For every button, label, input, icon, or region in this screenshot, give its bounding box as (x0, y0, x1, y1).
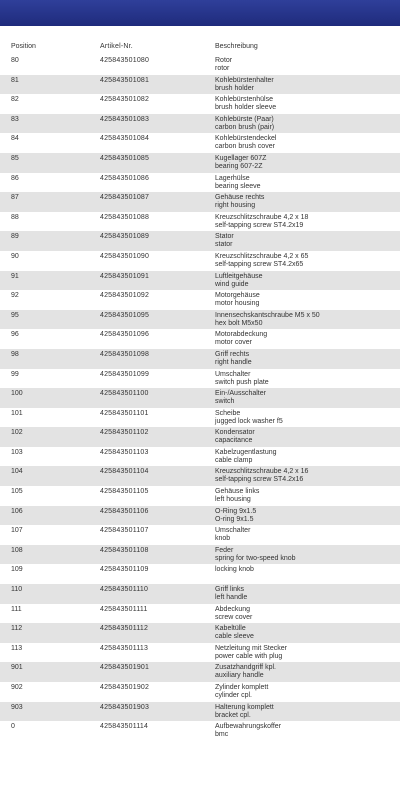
description-cell (215, 153, 400, 171)
description-german: Rotor (215, 57, 233, 64)
description-german: Griff rechts (215, 350, 250, 358)
position-cell: 85 (11, 154, 19, 162)
description-german: Umschalter (215, 370, 251, 378)
table-row (0, 623, 400, 643)
description-english: screw cover (215, 613, 253, 621)
description-english: left handle (215, 594, 248, 602)
description-cell (215, 682, 400, 700)
description-english: cable sleeve (215, 633, 254, 641)
parts-table (0, 38, 400, 741)
description-german: Kohlebürstendeckel (215, 135, 277, 143)
position-cell: 91 (11, 272, 19, 280)
position-cell: 902 (11, 684, 23, 691)
description-english: motor cover (215, 339, 252, 347)
description-cell (215, 486, 400, 504)
description-cell (215, 114, 400, 132)
article-number-cell: 425843501099 (100, 370, 150, 378)
description-german: Lagerhülse (215, 174, 250, 182)
position-cell: 111 (11, 605, 22, 613)
table-row (0, 75, 400, 95)
description-cell (215, 662, 400, 680)
description-german: Kugellager 607Z (215, 154, 267, 162)
description-english: O-ring 9x1.5 (215, 515, 254, 523)
article-number-cell: 425843501109 (100, 566, 149, 574)
article-number-cell: 425843501108 (100, 546, 149, 554)
article-number-cell: 425843501106 (100, 507, 149, 515)
description-german: Aufbewahrungskoffer (215, 723, 282, 731)
description-english: right handle (215, 358, 252, 366)
description-cell (215, 447, 400, 465)
description-english: power cable with plug (215, 652, 283, 660)
description-cell (215, 506, 400, 524)
article-number-cell: 425843501080 (100, 57, 150, 64)
table-row (0, 133, 400, 153)
description-german: Kabelzugentlastung (215, 448, 277, 456)
description-cell (215, 388, 400, 406)
description-german: Kreuzschlitzschraube 4,2 x 65 (215, 252, 309, 260)
article-number-cell: 425843501903 (100, 703, 150, 711)
description-german: Abdeckung (215, 605, 251, 613)
description-cell (215, 329, 400, 347)
description-german: O-Ring 9x1.5 (215, 507, 257, 515)
description-german: Luftleitgehäuse (215, 272, 263, 280)
description-english: stator (215, 241, 233, 249)
position-cell: 88 (11, 213, 19, 221)
table-row (0, 212, 400, 232)
description-english: carbon brush cover (215, 143, 275, 151)
article-number-cell: 425843501102 (100, 429, 149, 437)
description-cell (215, 290, 400, 308)
description-german: Kohlebürstenhülse (215, 96, 273, 104)
table-row (0, 466, 400, 486)
position-cell: 903 (11, 703, 23, 711)
header-band (0, 0, 400, 26)
article-number-cell: 425843501107 (100, 527, 149, 535)
description-english: spring for two-speed knob (215, 554, 296, 562)
article-number-cell: 425843501114 (100, 723, 149, 731)
description-english: wind guide (215, 280, 249, 288)
description-english: bearing 607-2Z (215, 162, 263, 170)
position-cell: 90 (11, 252, 19, 260)
description-german: Netzleitung mit Stecker (215, 644, 287, 652)
article-number-cell: 425843501902 (100, 684, 150, 691)
description-german: Feder (215, 546, 234, 554)
description-cell (215, 408, 400, 426)
description-german: Kohlebürstenhalter (215, 76, 274, 84)
description-english: switch (215, 398, 235, 406)
article-number-cell: 425843501113 (100, 644, 149, 652)
position-cell: 105 (11, 488, 23, 496)
article-number-cell: 425843501088 (100, 213, 150, 221)
table-row (0, 329, 400, 349)
description-english: jugged lock washer f5 (215, 417, 283, 425)
description-cell (215, 212, 400, 230)
description-cell (215, 466, 400, 484)
article-number-cell: 425843501083 (100, 115, 150, 123)
description-german: Ein-/Ausschalter (215, 390, 266, 398)
position-cell: 89 (11, 233, 19, 241)
description-cell (215, 349, 400, 367)
article-number-cell: 425843501104 (100, 468, 149, 476)
table-row (0, 545, 400, 565)
description-english: motor housing (215, 300, 260, 308)
table-row (0, 349, 400, 369)
table-row (0, 408, 400, 428)
position-cell: 901 (11, 664, 23, 672)
position-cell: 98 (11, 350, 19, 358)
description-english: hex bolt M5x50 (215, 319, 263, 327)
description-german: Kohlebürste (Paar) (215, 115, 274, 123)
description-german: Gehäuse links (215, 488, 260, 496)
description-german: Halterung komplett (215, 703, 274, 711)
position-cell: 104 (11, 468, 23, 476)
position-cell: 96 (11, 331, 19, 339)
description-english: rotor (215, 65, 230, 72)
description-cell (215, 310, 400, 328)
description-cell (215, 94, 400, 112)
description-cell (215, 369, 400, 387)
position-cell: 82 (11, 96, 19, 104)
description-english: knob (215, 535, 231, 543)
description-cell (215, 427, 400, 445)
description-german: Zylinder komplett (215, 684, 269, 691)
table-row (0, 388, 400, 408)
table-row (0, 271, 400, 291)
description-cell (215, 564, 400, 574)
description-english: cable clamp (215, 456, 253, 464)
table-row (0, 153, 400, 173)
description-german: Innensechskantschraube M5 x 50 (215, 311, 320, 319)
position-cell: 100 (11, 390, 23, 398)
table-row (0, 682, 400, 702)
position-cell: 0 (11, 723, 15, 731)
table-row (0, 447, 400, 467)
position-cell: 83 (11, 115, 19, 123)
description-german: Kabeltülle (215, 625, 246, 633)
article-number-cell: 425843501085 (100, 154, 150, 162)
description-cell (215, 525, 400, 543)
article-number-cell: 425843501100 (100, 390, 149, 398)
description-german: Scheibe (215, 409, 241, 417)
table-row (0, 721, 400, 741)
position-cell: 101 (11, 409, 23, 417)
table-row (0, 310, 400, 330)
table-row (0, 192, 400, 212)
description-german: Kreuzschlitzschraube 4,2 x 16 (215, 468, 309, 476)
position-cell: 102 (11, 429, 23, 437)
position-cell: 92 (11, 292, 19, 300)
table-row (0, 662, 400, 682)
description-cell (215, 584, 400, 602)
description-cell (215, 604, 400, 622)
description-german: Stator (215, 233, 234, 241)
description-english: capacitance (215, 437, 253, 445)
table-row (0, 114, 400, 134)
article-number-cell: 425843501090 (100, 252, 150, 260)
description-german: Kondensator (215, 429, 255, 437)
article-number-cell: 425843501105 (100, 488, 149, 496)
table-row (0, 290, 400, 310)
table-row (0, 251, 400, 271)
position-cell: 108 (11, 546, 23, 554)
article-number-cell: 425843501111 (100, 605, 148, 613)
description-cell (215, 643, 400, 661)
table-row (0, 231, 400, 251)
table-row (0, 604, 400, 624)
description-english: brush holder (215, 84, 254, 92)
article-number-cell: 425843501092 (100, 292, 150, 300)
description-cell (215, 55, 400, 73)
table-row (0, 564, 400, 584)
description-german: Gehäuse rechts (215, 194, 265, 202)
description-cell (215, 231, 400, 249)
description-english: brush holder sleeve (215, 104, 277, 112)
table-row (0, 643, 400, 663)
article-number-cell: 425843501091 (100, 272, 150, 280)
position-cell: 106 (11, 507, 23, 515)
article-number-cell: 425843501084 (100, 135, 150, 143)
table-row (0, 369, 400, 389)
position-cell: 113 (11, 644, 23, 652)
article-number-cell: 425843501112 (100, 625, 149, 633)
description-cell (215, 721, 400, 739)
article-number-cell: 425843501101 (100, 409, 149, 417)
position-cell: 99 (11, 370, 19, 378)
description-english: right housing (215, 202, 256, 210)
description-cell (215, 623, 400, 641)
position-cell: 84 (11, 135, 19, 143)
column-header-position: Position (11, 43, 36, 50)
article-number-cell: 425843501082 (100, 96, 150, 104)
table-header (0, 38, 400, 55)
article-number-cell: 425843501089 (100, 233, 150, 241)
description-cell (215, 133, 400, 151)
position-cell: 103 (11, 448, 23, 456)
column-header-description: Beschreibung (215, 43, 258, 50)
article-number-cell: 425843501103 (100, 448, 149, 456)
description-german: Griff links (215, 586, 245, 594)
description-german: Kreuzschlitzschraube 4,2 x 18 (215, 213, 309, 221)
position-cell: 112 (11, 625, 23, 633)
article-number-cell: 425843501096 (100, 331, 150, 339)
description-english: bmc (215, 731, 229, 739)
table-row (0, 506, 400, 526)
description-cell (215, 192, 400, 210)
description-english: self-tapping screw ST4.2x65 (215, 260, 304, 268)
description-cell (215, 702, 400, 720)
table-row (0, 584, 400, 604)
description-english: bracket cpl. (215, 711, 251, 719)
article-number-cell: 425843501110 (100, 586, 149, 594)
description-german: locking knob (215, 566, 254, 574)
description-cell (215, 545, 400, 563)
description-german: Umschalter (215, 527, 251, 535)
position-cell: 86 (11, 174, 19, 182)
table-row (0, 486, 400, 506)
description-english: switch push plate (215, 378, 269, 386)
description-cell (215, 271, 400, 289)
description-cell (215, 173, 400, 191)
description-english: cylinder cpl. (215, 692, 252, 699)
description-english: self-tapping screw ST4.2x16 (215, 476, 304, 484)
description-cell (215, 75, 400, 93)
position-cell: 109 (11, 566, 23, 574)
table-row (0, 55, 400, 75)
article-number-cell: 425843501901 (100, 664, 150, 672)
article-number-cell: 425843501095 (100, 311, 150, 319)
description-cell (215, 251, 400, 269)
table-row (0, 427, 400, 447)
description-german: Zusatzhandgriff kpl. (215, 664, 276, 672)
table-row (0, 525, 400, 545)
description-german: Motorabdeckung (215, 331, 268, 339)
position-cell: 87 (11, 194, 19, 202)
description-english: auxiliary handle (215, 672, 264, 680)
position-cell: 107 (11, 527, 23, 535)
table-row (0, 94, 400, 114)
table-row (0, 702, 400, 722)
table-body (0, 55, 400, 741)
position-cell: 110 (11, 586, 23, 594)
position-cell: 80 (11, 57, 19, 64)
description-english: bearing sleeve (215, 182, 261, 190)
description-german: Motorgehäuse (215, 292, 260, 300)
article-number-cell: 425843501087 (100, 194, 150, 202)
table-row (0, 173, 400, 193)
description-english: left housing (215, 496, 251, 504)
column-header-article: Artikel-Nr. (100, 43, 133, 50)
position-cell: 81 (11, 76, 19, 84)
description-english: self-tapping screw ST4.2x19 (215, 221, 304, 229)
article-number-cell: 425843501098 (100, 350, 150, 358)
article-number-cell: 425843501081 (100, 76, 150, 84)
description-english: carbon brush (pair) (215, 123, 275, 131)
article-number-cell: 425843501086 (100, 174, 150, 182)
position-cell: 95 (11, 311, 19, 319)
